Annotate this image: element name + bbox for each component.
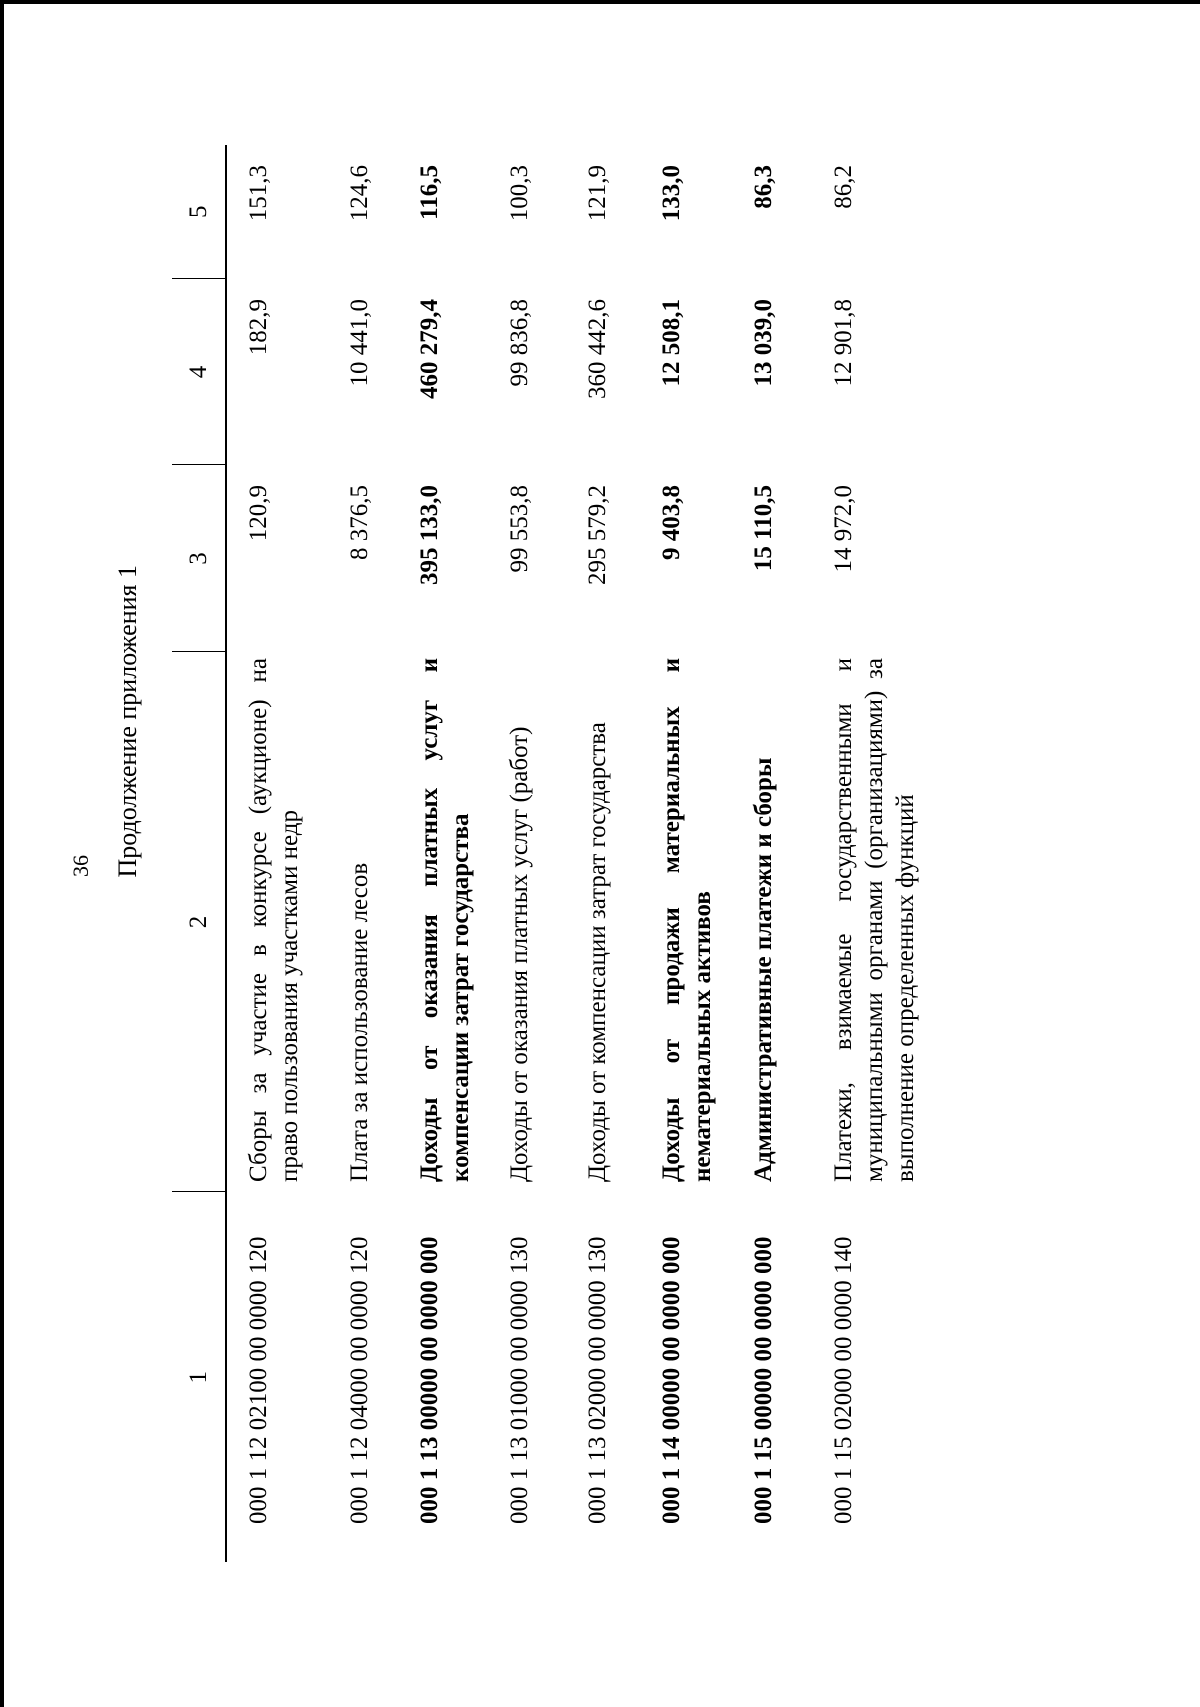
row-col4: 182,9 [245,299,272,356]
revenue-table [172,145,922,1562]
row-col3: 14 972,0 [830,485,857,573]
page-number: 36 [68,855,93,877]
row-name: Платежи, взимаемые государственными и муниципальными органами (организациями) за выполнение определенных функций [830,658,919,1182]
row-code: 000 1 15 00000 00 0000 000 [750,1236,777,1524]
row-col3: 120,9 [245,485,272,542]
row-col4: 99 836,8 [506,299,533,387]
row-code: 000 1 13 01000 00 0000 130 [506,1236,533,1524]
row-col5: 124,6 [346,165,373,222]
row-col5: 86,3 [750,165,777,209]
row-name: Плата за использование лесов [346,862,373,1182]
row-col3: 15 110,5 [750,485,777,572]
table-row [398,145,488,1562]
row-col3: 295 579,2 [584,485,611,585]
row-code: 000 1 13 02000 00 0000 130 [584,1236,611,1524]
row-name: Сборы за участие в конкурсе (аукционе) на право пользования участками недр [245,658,303,1182]
row-col4: 360 442,6 [584,299,611,399]
row-col4: 13 039,0 [750,299,777,387]
row-col3: 395 133,0 [416,485,443,585]
header-col-4: 4 [172,279,226,465]
row-col3: 8 376,5 [346,485,373,560]
row-code: 000 1 13 00000 00 0000 000 [416,1236,443,1524]
row-col3: 9 403,8 [658,485,685,560]
header-col-2: 2 [172,652,226,1192]
table-row [812,145,922,1562]
table-row [328,145,398,1562]
row-name: Доходы от оказания платных услуг и компенсации затрат государства [416,658,474,1182]
row-col5: 116,5 [416,165,443,220]
table-row [640,145,732,1562]
table-row [732,145,812,1562]
row-code: 000 1 15 02000 00 0000 140 [830,1236,857,1524]
continuation-label: Продолжение приложения 1 [113,565,142,878]
row-col5: 100,3 [506,165,533,222]
row-name: Административные платежи и сборы [750,757,777,1182]
table-row [488,145,566,1562]
row-col3: 99 553,8 [506,485,533,573]
row-code: 000 1 12 04000 00 0000 120 [346,1236,373,1524]
row-col5: 151,3 [245,165,272,222]
row-col5: 121,9 [584,165,611,222]
row-col4: 460 279,4 [416,299,443,399]
table-header-row [172,145,226,1562]
header-col-3: 3 [172,465,226,652]
table-row [226,145,328,1562]
table-row [566,145,640,1562]
row-name: Доходы от компенсации затрат государства [584,722,611,1182]
row-col5: 133,0 [658,165,685,222]
row-col4: 12 508,1 [658,299,685,387]
row-name: Доходы от продажи материальных и нематериальных активов [658,658,716,1182]
row-name: Доходы от оказания платных услуг (работ) [506,726,533,1182]
header-col-1: 1 [172,1192,226,1562]
row-col4: 10 441,0 [346,299,373,387]
row-code: 000 1 12 02100 00 0000 120 [245,1236,272,1524]
row-col5: 86,2 [830,165,857,209]
row-col4: 12 901,8 [830,299,857,387]
header-col-5: 5 [172,145,226,279]
row-code: 000 1 14 00000 00 0000 000 [658,1236,685,1524]
